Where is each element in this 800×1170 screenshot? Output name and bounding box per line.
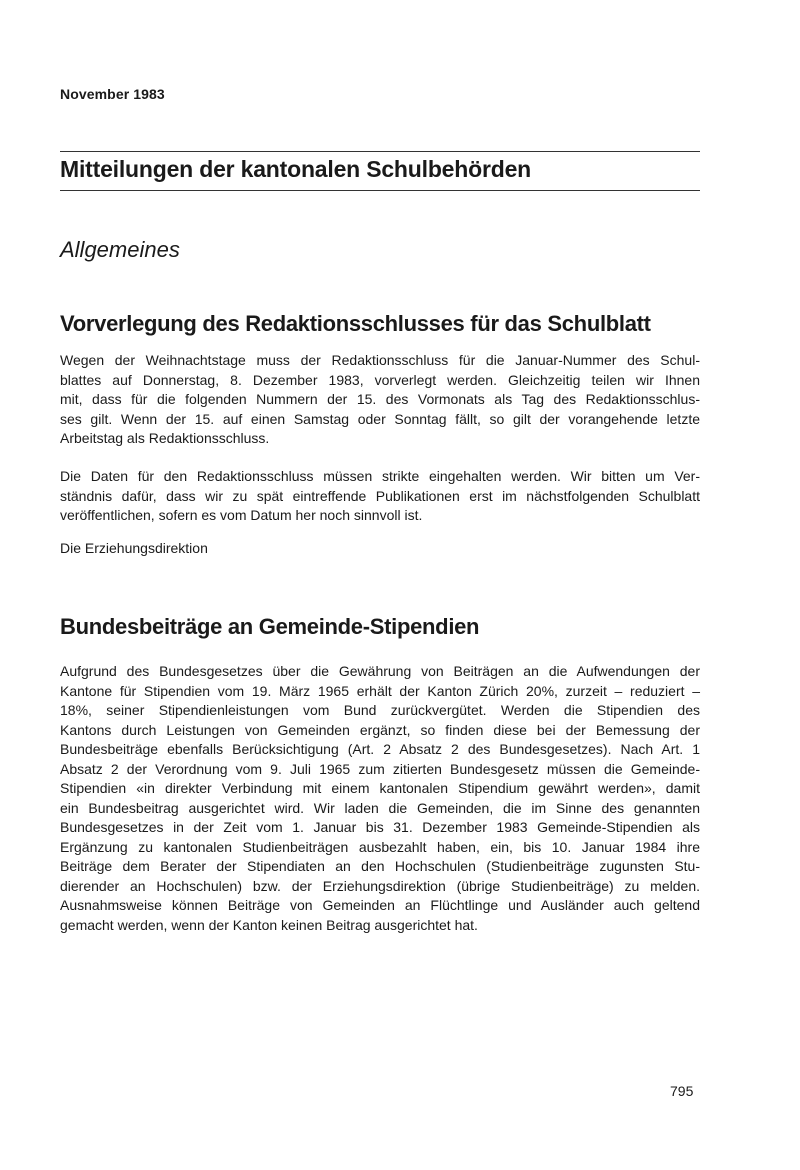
text-line: Die Daten für den Redaktionsschluss müssen strikte eingehalten werden. Wir bitten um Ver- — [60, 468, 700, 484]
text-line: ses gilt. Wenn der 15. auf einen Samstag oder Sonntag fällt, so gilt der vorangehende letzte — [60, 410, 700, 427]
text-line: gemacht werden, wenn der Kanton keinen Beitrag ausgerichtet hat. — [60, 916, 478, 933]
text-line: Stipendien «in direkter Verbindung mit einem kantonalen Stipendium gewährt werden», damit — [60, 780, 700, 796]
text-line: Ausnahmsweise können Beiträge von Gemeinden an Flüchtlinge und Ausländer auch geltend — [60, 897, 700, 913]
text-line: veröffentlichen, sofern es vom Datum her noch sinnvoll ist. — [60, 507, 423, 523]
section-rule-top — [60, 151, 700, 152]
text-line: mit, dass für die folgenden Nummern der 15. des Vormonats als Tag des Redaktionsschlus- — [60, 391, 700, 407]
text-line: Bundesgesetzes in der Zeit vom 1. Januar bis 31. Dezember 1983 Gemeinde-Stipendien als — [60, 819, 700, 835]
text-line: Bundesbeiträge ebenfalls Berücksichtigung (Art. 2 Absatz 2 des Bundesgesetzes). Nach Art. 1 — [60, 741, 700, 757]
text-line: ein Bundesbeitrag ausgerichtet wird. Wir laden die Gemeinden, die im Sinne des genannten — [60, 799, 700, 816]
text-line: Absatz 2 der Verordnung vom 9. Juli 1965 zum zitierten Bundesgesetz müssen die Gemeinde- — [60, 760, 700, 777]
text-line: Aufgrund des Bundesgesetzes über die Gewährung von Beiträgen an die Aufwendungen der — [60, 663, 700, 679]
category-heading: Allgemeines — [60, 237, 180, 262]
text-line: Ergänzung zu kantonalen Studienbeiträgen ausbezahlt haben, ein, bis 10. Januar 1984 ihre — [60, 838, 700, 855]
text-line: blattes auf Donnerstag, 8. Dezember 1983, vorverlegt werden. Gleichzeitig teilen wir Ihnen — [60, 371, 700, 388]
section-rule-bottom — [60, 190, 700, 191]
signature-text: Die Erziehungsdirektion — [60, 540, 208, 556]
text-line: dierender an Hochschulen) bzw. der Erziehungsdirektion (übrige Studienbeiträge) zu melden. — [60, 877, 700, 894]
text-line: Beiträge dem Berater der Stipendiaten an den Hochschulen (Studienbeiträge zugunsten Stu- — [60, 858, 700, 874]
text-line: Kantons durch Leistungen von Gemeinden ergänzt, so finden diese bei der Bemessung der — [60, 721, 700, 738]
article-heading-redaktionsschluss: Vorverlegung des Redaktionsschlusses für das Schulblatt — [60, 311, 651, 336]
article2-paragraph1 — [60, 662, 700, 935]
article1-paragraph2 — [60, 467, 700, 526]
text-line: 18%, seiner Stipendienleistungen vom Bund zurückvergütet. Werden die Stipendien des — [60, 702, 700, 718]
article-heading-bundesbeitraege: Bundesbeiträge an Gemeinde-Stipendien — [60, 614, 480, 639]
text-line: Kantone für Stipendien vom 19. März 1965 erhält der Kanton Zürich 20%, zurzeit – reduziert – — [60, 682, 700, 699]
text-line: Wegen der Weihnachtstage muss der Redaktionsschluss für die Januar-Nummer des Schul- — [60, 352, 700, 368]
text-line: ständnis dafür, dass wir zu spät eintreffende Publikationen erst im nächstfolgenden Schulblatt — [60, 487, 700, 504]
section-title: Mitteilungen der kantonalen Schulbehörden — [60, 156, 532, 182]
issue-date: November 1983 — [60, 86, 165, 102]
page-number: 795 — [670, 1083, 694, 1099]
text-line: Arbeitstag als Redaktionsschluss. — [60, 430, 270, 446]
article1-signature — [60, 539, 700, 559]
article1-paragraph1 — [60, 351, 700, 449]
